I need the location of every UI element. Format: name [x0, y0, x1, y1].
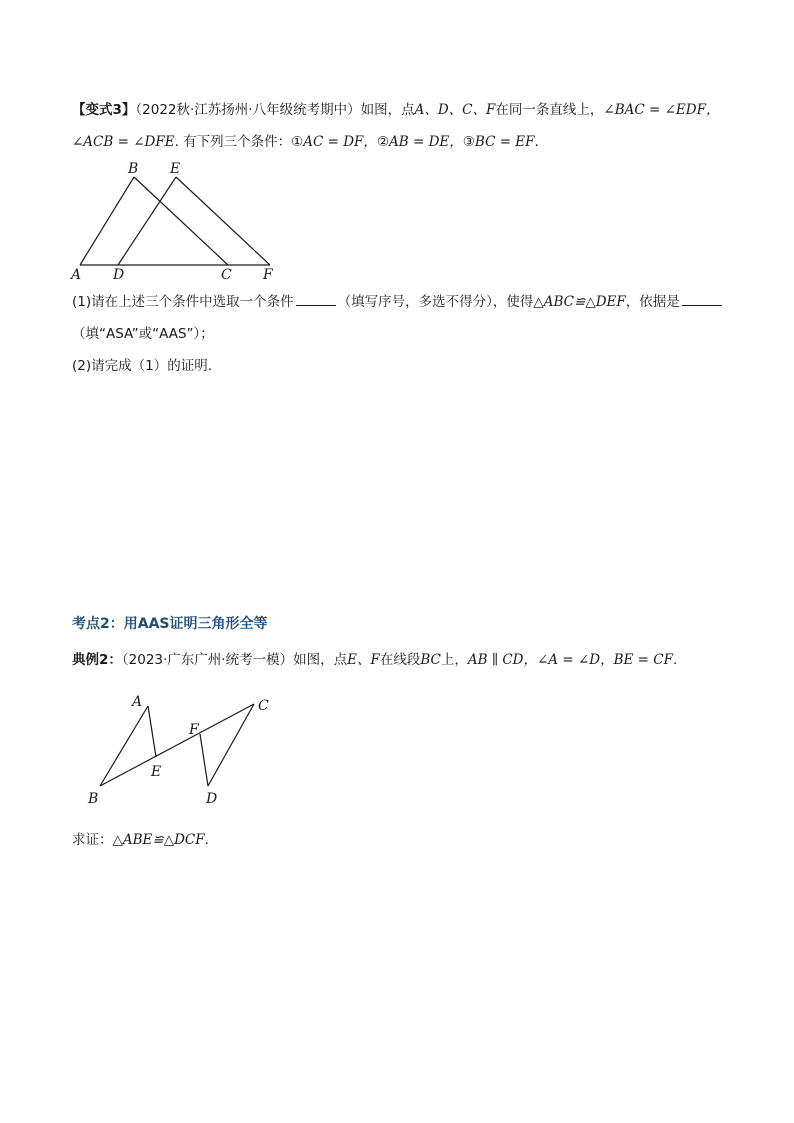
label-A: A — [71, 267, 82, 283]
segment-AB — [100, 706, 148, 786]
prove-statement: △ABE≌△DCF — [112, 832, 205, 848]
condition-mark: ① — [291, 134, 304, 150]
prove-end: . — [204, 832, 209, 848]
prove-label: 求证： — [72, 832, 113, 848]
question-1-text: 请在上述三个条件中选取一个条件 — [91, 294, 294, 310]
prove-line — [72, 830, 209, 850]
label-B: B — [128, 161, 139, 177]
question-1-text: ，依据是 — [625, 294, 680, 310]
variant-label: 【变式3】 — [72, 102, 136, 118]
condition-mark: ② — [376, 134, 390, 150]
label-A: A — [132, 694, 143, 710]
example-text: . — [672, 652, 678, 668]
label-D: D — [113, 267, 125, 283]
label-F: F — [189, 722, 199, 738]
label-B: B — [88, 791, 99, 807]
variant-source: （2022秋·江苏扬州·八年级统考期中） — [135, 102, 361, 118]
example-points: E、F — [347, 652, 380, 668]
example-source: （2023·广东广州·统考一模） — [121, 652, 294, 668]
example-text: 上， — [440, 652, 468, 668]
condition-3: BC = EF — [474, 134, 535, 150]
condition-1: AC = DF， — [303, 134, 377, 150]
segment-AE — [148, 706, 156, 757]
question-1-text: （填“ASA”或“AAS”）； — [72, 326, 214, 342]
example-segment: BC — [420, 652, 441, 668]
segment-FD — [200, 734, 208, 786]
condition-mark: ③ — [462, 134, 475, 150]
label-F: F — [263, 267, 273, 283]
variant-text: . — [534, 134, 539, 150]
example-text: 如图，点 — [293, 652, 348, 668]
label-E: E — [170, 161, 181, 177]
variant-text: 如图，点 — [360, 102, 415, 118]
question-1-label: (1) — [72, 294, 92, 310]
question-2-text: 请完成（1）的证明. — [91, 358, 213, 374]
section-heading: 考点2：用AAS证明三角形全等 — [72, 616, 268, 632]
label-D: D — [206, 791, 218, 807]
variant-angle-condition: ∠ACB = ∠DFE — [72, 134, 175, 150]
example-text: 在线段 — [379, 652, 421, 668]
variant-text: 在同一条直线上， — [495, 102, 604, 118]
example-label: 典例2： — [72, 652, 122, 668]
variant-text: . 有下列三个条件： — [174, 134, 292, 150]
label-C: C — [258, 698, 269, 714]
example-conditions: AB ∥ CD，∠A = ∠D，BE = CF — [467, 652, 673, 668]
variant-angle-condition: ∠BAC = ∠EDF， — [603, 102, 720, 118]
label-E: E — [151, 764, 162, 780]
question-2-label: (2) — [72, 358, 92, 374]
question-1-text: （填写序号，多选不得分），使得 — [337, 294, 534, 310]
condition-2: AB = DE， — [389, 134, 463, 150]
label-C: C — [221, 267, 232, 283]
variant-points: A、D、C、F — [414, 102, 496, 118]
congruence-statement: △ABC≌△DEF — [533, 294, 626, 310]
